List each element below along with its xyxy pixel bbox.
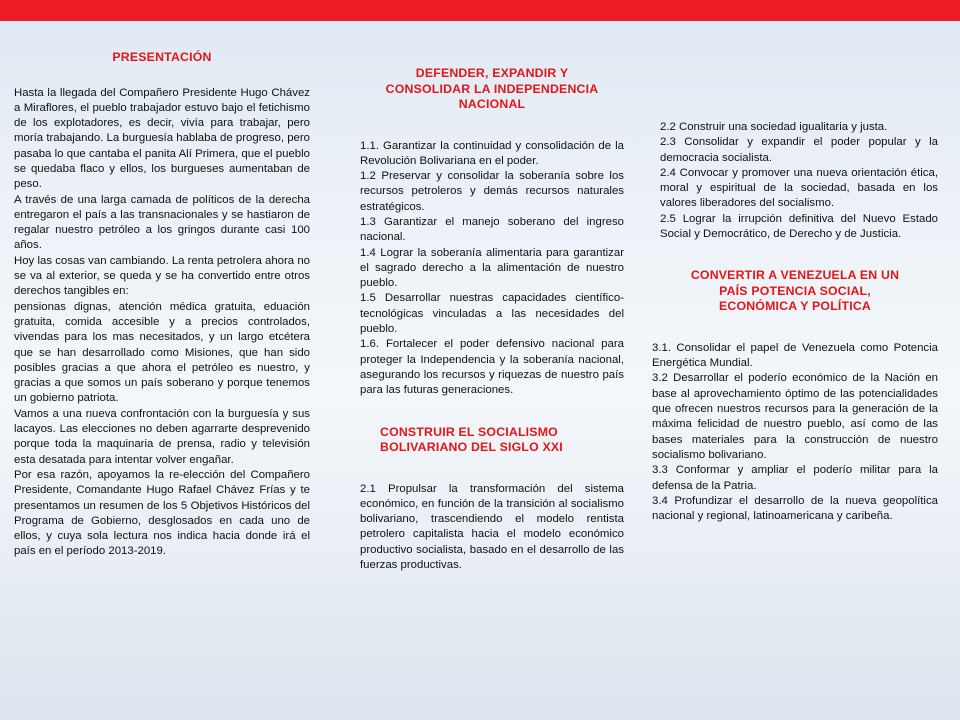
objetivo-1-heading <box>360 66 624 113</box>
heading-line: CONSOLIDAR LA INDEPENDENCIA <box>385 81 599 96</box>
heading-line: CONSTRUIR EL SOCIALISMO <box>380 424 558 439</box>
objetivo-item: 1.3 Garantizar el manejo soberano del ingreso nacional. <box>360 215 624 244</box>
objetivo-item: 1.5 Desarrollar nuestras capacidades científico-tecnológicas vinculadas a las necesidades del pueblo. <box>360 292 624 336</box>
objetivo-item: 3.2 Desarrollar el poderío económico de la Nación en base al aprovechamiento óptimo de las potencialidades que ofrecen nuestros recursos para la generación de la máxima felicidad de nuestro pueblo, así como de las bases materiales para la construcción de nuestro socialismo bolivariano. <box>652 372 938 461</box>
objetivo-item: 1.1. Garantizar la continuidad y consolidación de la Revolución Bolivariana en el poder. <box>360 139 624 167</box>
presentacion-paragraph: Por esa razón, apoyamos la re-elección del Compañero Presidente, Comandante Hugo Rafael Chávez Frías y te presentamos un resumen de los 5 Objetivos Históricos del Programa de Gobierno, desglosados en cada uno de ellos, y cuya sola lectura nos indica hacia donde irá el país en el período 2013-2019. <box>14 468 310 558</box>
presentacion-paragraph: Hoy las cosas van cambiando. La renta petrolera ahora no se va al exterior, se queda y se ha convertido entre otros derechos tangibles en: <box>14 254 310 298</box>
heading-line: ECONÓMICA Y POLÍTICA <box>718 299 872 314</box>
heading-line: BOLIVARIANO DEL SIGLO XXI <box>380 440 563 455</box>
top-red-bar <box>0 0 960 21</box>
presentacion-paragraph: Vamos a una nueva confrontación con la burguesía y sus lacayos. Las elecciones no deben agarrarte desprevenido porque toda la maquinaria de prensa, radio y televisión esta desatada para intentar volver engañar. <box>14 407 310 466</box>
heading-line: CONVERTIR A VENEZUELA EN UN <box>690 268 900 283</box>
objetivo-item: 2.4 Convocar y promover una nueva orientación ética, moral y espiritual de la sociedad, basada en los valores liberadores del socialismo. <box>660 166 938 210</box>
heading-line: DEFENDER, EXPANDIR Y <box>415 66 569 80</box>
objetivo-item: 2.2 Construir una sociedad igualitaria y justa. <box>660 121 888 133</box>
objetivo-item: 2.1 Propulsar la transformación del sistema económico, en función de la transición al socialismo bolivariano, trascendiendo el modelo rentista petrolero capitalista hacia el modelo económico productivo socialista, basado en el desarrollo de las fuerzas productivas. <box>360 482 624 572</box>
objetivo-item: 3.1. Consolidar el papel de Venezuela como Potencia Energética Mundial. <box>652 341 938 370</box>
objetivo-item: 2.5 Lograr la irrupción definitiva del Nuevo Estado Social y Democrático, de Derecho y de Justicia. <box>660 212 938 241</box>
objetivo-2-heading <box>360 425 624 456</box>
objetivo-item: 1.6. Fortalecer el poder defensivo nacional para proteger la Independencia y la soberanía nacional, asegurando los recursos y riquezas de nuestro país para las futuras generaciones. <box>360 338 624 397</box>
presentacion-paragraph: Hasta la llegada del Compañero Presidente Hugo Chávez a Miraflores, el pueblo trabajador estuvo bajo el fetichismo de los explotadores, es decir, vivía para trabajar, pero moría trabajando. La burguesía hablaba de progreso, pero pasaba lo que cantaba el panita Alí Primera, que el pueblo se quedaba flaco y ellos, los burgueses aumentaban de peso. <box>14 86 310 191</box>
objetivo-item: 3.4 Profundizar el desarrollo de la nueva geopolítica nacional y regional, latinoamericana y caribeña. <box>652 494 938 523</box>
objetivo-item: 2.3 Consolidar y expandir el poder popular y la democracia socialista. <box>660 136 938 164</box>
heading-line: NACIONAL <box>458 97 526 111</box>
objetivo-item: 1.2 Preservar y consolidar la soberanía sobre los recursos petroleros y demás recursos naturales estratégicos. <box>360 170 624 213</box>
column-objetivos-2-3 <box>652 120 938 524</box>
heading-line: PAÍS POTENCIA SOCIAL, <box>719 283 871 298</box>
objetivo-3-heading <box>652 268 938 315</box>
objetivo-item: 3.3 Conformar y ampliar el poderío militar para la defensa de la Patria. <box>652 464 938 492</box>
column-objetivos-1-2 <box>360 66 624 573</box>
column-presentacion <box>14 50 310 560</box>
objetivo-item: 1.4 Lograr la soberanía alimentaria para garantizar el sagrado derecho a la alimentación de nuestro pueblo. <box>360 246 624 290</box>
presentacion-heading: PRESENTACIÓN <box>112 50 212 64</box>
presentacion-paragraph: A través de una larga camada de políticos de la derecha entregaron el país a las transnacionales y se hastiaron de regalar nuestro petróleo a los gringos durante casi 100 años. <box>14 193 310 252</box>
presentacion-paragraph: pensionas dignas, atención médica gratuita, eduación gratuita, comida accesible y a precios controlados, vivendas para los mas necesitados, y un largo etcétera que se han desarrollado como Misiones, que han sido posibles gracias a que ahora el petróleo es nuestro, y gracias a que somos un país soberano y porque tenemos un gobierno patriota. <box>14 300 310 405</box>
